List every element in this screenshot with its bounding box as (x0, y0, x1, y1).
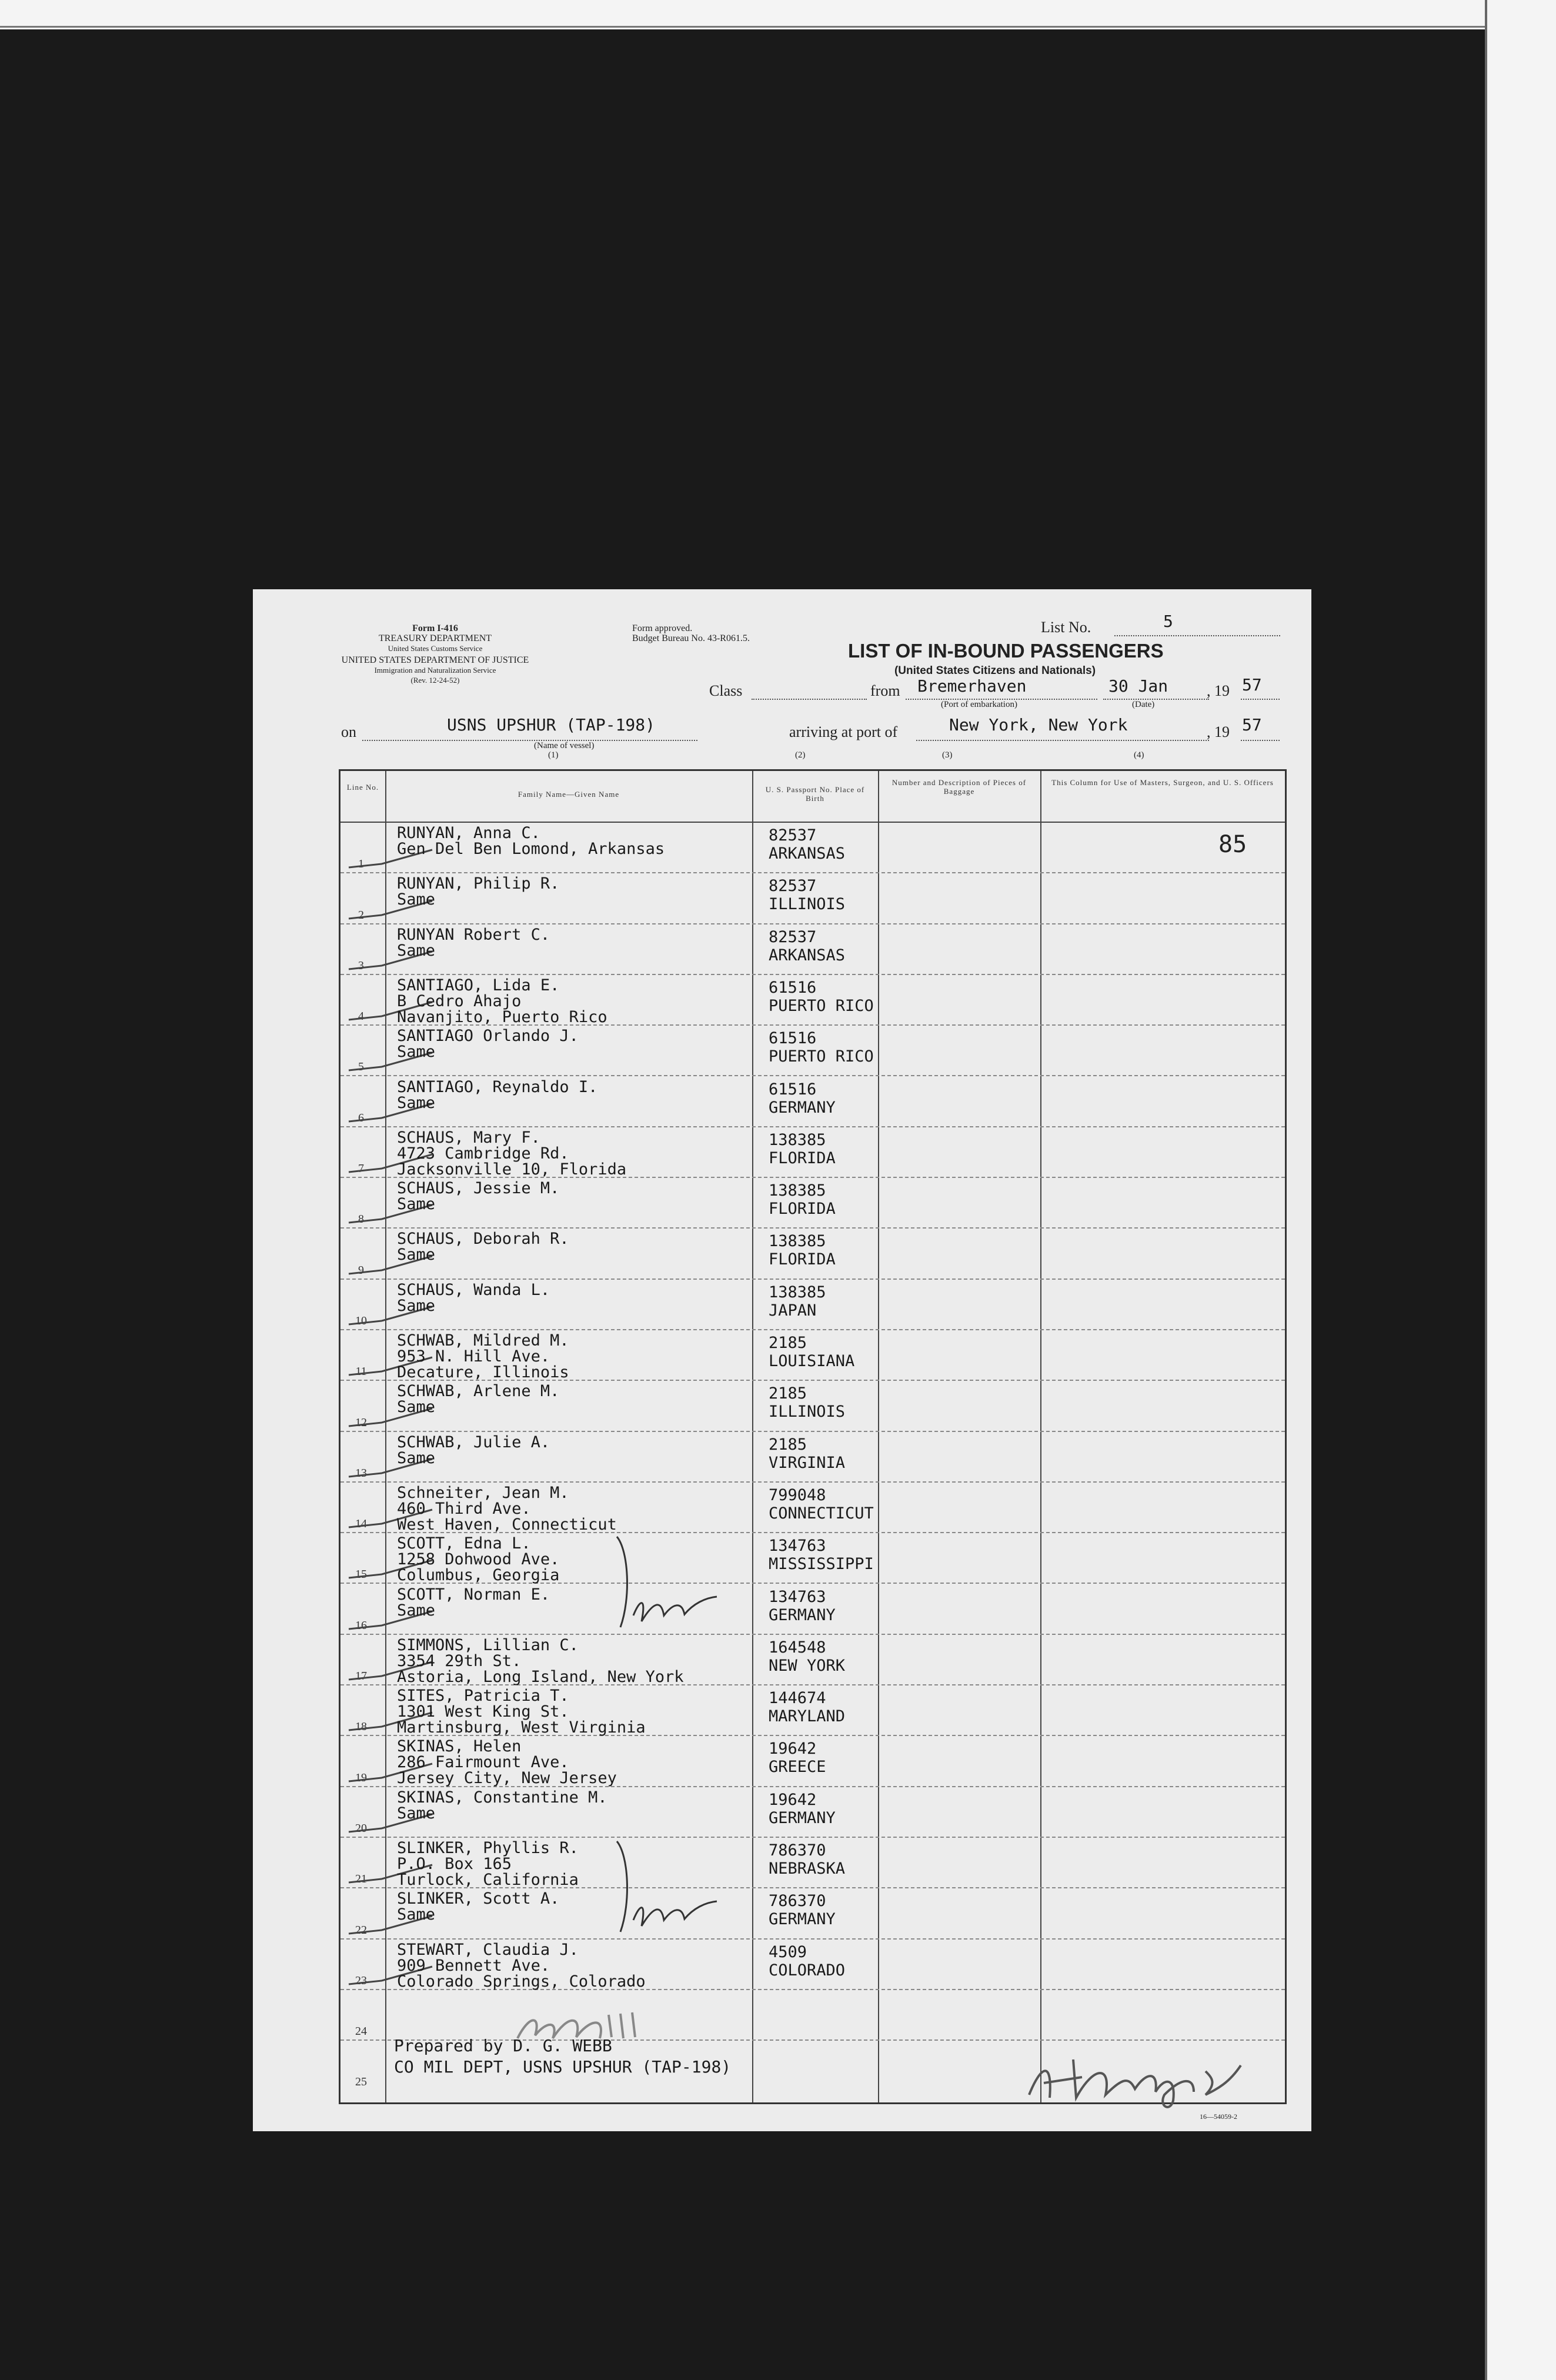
vessel-line (362, 740, 697, 741)
date-line (1103, 699, 1209, 700)
line-number: 17 (355, 1670, 367, 1683)
line-number: 14 (355, 1517, 367, 1531)
line-number: 18 (355, 1720, 367, 1734)
line-number: 24 (355, 2025, 367, 2038)
table-row (340, 1227, 1285, 1279)
passport-birthplace: 4509 COLORADO (769, 1942, 846, 1980)
budget-bureau: Budget Bureau No. 43-R061.5. (632, 633, 750, 643)
form-id-block (335, 623, 535, 653)
line-number: 9 (358, 1263, 364, 1277)
table-row (340, 1177, 1285, 1229)
passport-birthplace: 799048 CONNECTICUT (769, 1486, 874, 1523)
passenger-manifest-page (253, 589, 1311, 2131)
passport-birthplace: 138385 FLORIDA (769, 1232, 836, 1269)
line-number: 13 (355, 1466, 367, 1480)
passenger-name-address: Schneiter, Jean M. 460 Third Ave. West Haven, Connecticut (397, 1483, 617, 1534)
line-number: 25 (355, 2075, 367, 2089)
justice-dept: UNITED STATES DEPARTMENT OF JUSTICE (341, 655, 529, 665)
passenger-table (339, 769, 1287, 2104)
passport-birthplace: 134763 MISSISSIPPI (769, 1537, 874, 1574)
passport-birthplace: 82537 ARKANSAS (769, 927, 846, 964)
passport-birthplace: 786370 NEBRASKA (769, 1841, 846, 1878)
passenger-name-address: SCHAUS, Jessie M. Same (397, 1179, 560, 1214)
arrival-port-value: New York, New York (949, 715, 1128, 735)
table-row (340, 1481, 1285, 1533)
passport-birthplace: 2185 ILLINOIS (769, 1384, 846, 1421)
passport-birthplace: 138385 FLORIDA (769, 1130, 836, 1167)
passenger-name-address: RUNYAN, Anna C. Gen Del Ben Lomond, Arkansas (397, 824, 665, 858)
passenger-name-address: SKINAS, Helen 286 Fairmount Ave. Jersey City, New Jersey (397, 1737, 617, 1788)
date-caption: (Date) (1132, 700, 1155, 709)
table-row (340, 1024, 1285, 1076)
passport-birthplace: 138385 FLORIDA (769, 1181, 836, 1219)
form-number: Form I-416 (412, 623, 458, 633)
arrival-year-value: 57 (1242, 715, 1262, 735)
line-number: 21 (355, 1872, 367, 1886)
header-line-no: Line No. (346, 783, 379, 792)
class-label: Class (709, 682, 743, 699)
passenger-name-address: SANTIAGO Orlando J. Same (397, 1027, 579, 1062)
passport-birthplace: 786370 GERMANY (769, 1892, 836, 1929)
passport-birthplace: 19642 GREECE (769, 1740, 826, 1777)
passenger-name-address: SKINAS, Constantine M. Same (397, 1788, 607, 1822)
header-baggage: Number and Description of Pieces of Baggage (891, 778, 1027, 796)
passport-birthplace: 61516 GERMANY (769, 1080, 836, 1117)
passport-birthplace: 138385 JAPAN (769, 1283, 826, 1320)
year-prefix: , 19 (1207, 682, 1230, 699)
table-row (340, 923, 1285, 975)
passport-birthplace: 134763 GERMANY (769, 1587, 836, 1624)
line-number: 22 (355, 1923, 367, 1937)
officer-note: 85 (1218, 831, 1247, 858)
table-row (340, 1076, 1285, 1127)
passport-birthplace: 61516 PUERTO RICO (769, 1029, 874, 1066)
form-approved: Form approved. (632, 623, 693, 633)
passport-birthplace: 82537 ILLINOIS (769, 877, 846, 914)
line-number: 20 (355, 1821, 367, 1835)
table-row (340, 1380, 1285, 1431)
table-row (340, 1887, 1285, 1939)
table-row (340, 1329, 1285, 1381)
line-number: 19 (355, 1771, 367, 1784)
col-number-4: (4) (1134, 750, 1144, 760)
scan-right-margin (1487, 0, 1556, 2380)
header-passport: U. S. Passport No. Place of Birth (765, 785, 865, 803)
form-subtitle: (United States Citizens and Nationals) (894, 665, 1096, 677)
table-row (340, 1735, 1285, 1787)
col-number-2: (2) (795, 750, 806, 760)
passport-birthplace: 164548 NEW YORK (769, 1638, 846, 1675)
passenger-name-address: SANTIAGO, Reynaldo I. Same (397, 1077, 598, 1112)
scan-edge-line (0, 26, 1488, 28)
list-no-label: List No. (1041, 619, 1091, 636)
arriving-label: arriving at port of (789, 723, 898, 740)
passenger-name-address: SANTIAGO, Lida E. B Cedro Ahajo Navanjito, Puerto Rico (397, 976, 607, 1026)
date-value: 30 Jan (1108, 676, 1168, 696)
scan-top-margin (0, 0, 1556, 29)
revision-date: (Rev. 12-24-52) (410, 676, 460, 685)
line-number: 10 (355, 1314, 367, 1327)
table-row (340, 1532, 1285, 1584)
table-row (340, 1431, 1285, 1483)
footer-code: 16—54059-2 (1200, 2112, 1237, 2121)
table-row (340, 1634, 1285, 1685)
from-label: from (870, 682, 900, 699)
table-header-row (340, 771, 1285, 823)
on-label: on (341, 723, 356, 740)
passenger-name-address: SLINKER, Scott A. Same (397, 1890, 560, 1924)
port-embarkation-caption: (Port of embarkation) (941, 700, 1017, 709)
passenger-name-address: SCHAUS, Wanda L. Same (397, 1280, 550, 1315)
passenger-name-address: SCHWAB, Julie A. Same (397, 1433, 550, 1467)
passport-birthplace: 2185 VIRGINIA (769, 1435, 846, 1472)
passport-birthplace: 61516 PUERTO RICO (769, 978, 874, 1015)
customs-service: United States Customs Service (388, 644, 483, 653)
passenger-name-address: SITES, Patricia T. 1301 West King St. Martinsburg, West Virginia (397, 1687, 646, 1737)
table-row (340, 1837, 1285, 1888)
table-row (340, 974, 1285, 1026)
scan-edge-line-right (1485, 0, 1487, 2380)
passenger-name-address: SCOTT, Edna L. 1258 Dohwood Ave. Columbus, Georgia (397, 1534, 560, 1585)
passenger-name-address: SCHWAB, Mildred M. 953 N. Hill Ave. Decature, Illinois (397, 1331, 569, 1381)
table-row (340, 1786, 1285, 1838)
prepared-by: Prepared by D. G. WEBB (394, 2036, 612, 2055)
line-number: 4 (358, 1010, 364, 1023)
arrival-year-prefix: , 19 (1207, 723, 1230, 740)
line-number: 15 (355, 1568, 367, 1581)
line-number: 11 (355, 1365, 367, 1378)
passenger-name-address: SCHWAB, Arlene M. Same (397, 1382, 560, 1417)
class-line (752, 699, 867, 700)
table-row (340, 872, 1285, 924)
form-title: LIST OF IN-BOUND PASSENGERS (848, 640, 1164, 662)
line-number: 5 (358, 1060, 364, 1074)
header-officers: This Column for Use of Masters, Surgeon, and U. S. Officers (1051, 778, 1274, 787)
line-number: 6 (358, 1111, 364, 1124)
passenger-name-address: STEWART, Claudia J. 909 Bennett Ave. Colorado Springs, Colorado (397, 1940, 646, 1991)
line-number: 7 (358, 1162, 364, 1176)
port-embarkation-value: Bremerhaven (917, 676, 1027, 696)
passenger-name-address: SCOTT, Norman E. Same (397, 1585, 550, 1620)
passenger-name-address: SIMMONS, Lillian C. 3354 29th St. Astoria, Long Island, New York (397, 1635, 684, 1686)
list-no-value: 5 (1163, 612, 1173, 631)
line-number: 8 (358, 1213, 364, 1226)
table-row (340, 1126, 1285, 1178)
treasury-dept: TREASURY DEPARTMENT (378, 633, 492, 643)
line-number: 1 (358, 857, 364, 871)
table-row (340, 1989, 1285, 2041)
approval-block (632, 623, 750, 643)
table-row (340, 1279, 1285, 1330)
header-name: Family Name—Given Name (517, 790, 620, 799)
ins-label: Immigration and Naturalization Service (374, 666, 496, 675)
col-number-1: (1) (548, 750, 559, 760)
arrival-year-line (1241, 740, 1280, 741)
col-number-3: (3) (942, 750, 953, 760)
passport-birthplace: 19642 GERMANY (769, 1790, 836, 1827)
justice-block (335, 655, 535, 685)
line-number: 2 (358, 908, 364, 922)
line-number: 16 (355, 1618, 367, 1632)
table-row (340, 1583, 1285, 1635)
passenger-name-address: SCHAUS, Mary F. 4723 Cambridge Rd. Jacksonville 10, Florida (397, 1128, 627, 1179)
passport-birthplace: 2185 LOUISIANA (769, 1334, 855, 1370)
passenger-name-address: SCHAUS, Deborah R. Same (397, 1230, 569, 1264)
line-number: 12 (355, 1416, 367, 1429)
prepared-by-dept: CO MIL DEPT, USNS UPSHUR (TAP-198) (394, 2057, 732, 2077)
passenger-name-address: RUNYAN Robert C. Same (397, 925, 550, 960)
vessel-name: USNS UPSHUR (TAP-198) (447, 715, 656, 735)
vessel-caption: (Name of vessel) (534, 741, 595, 750)
table-row (340, 1938, 1285, 1990)
passenger-name-address: RUNYAN, Philip R. Same (397, 874, 560, 909)
list-no-line (1114, 635, 1280, 636)
line-number: 23 (355, 1974, 367, 1987)
handwritten-initials (512, 2003, 653, 2050)
year-line (1241, 699, 1280, 700)
officer-signature (1017, 2042, 1288, 2112)
passport-birthplace: 144674 MARYLAND (769, 1689, 846, 1726)
year-value: 57 (1242, 675, 1262, 695)
passport-birthplace: 82537 ARKANSAS (769, 826, 846, 863)
table-row (340, 1684, 1285, 1736)
table-row (340, 822, 1285, 873)
arrival-port-line (916, 740, 1209, 741)
passenger-name-address: SLINKER, Phyllis R. P.O. Box 165 Turlock, California (397, 1839, 579, 1889)
line-number: 3 (358, 959, 364, 972)
